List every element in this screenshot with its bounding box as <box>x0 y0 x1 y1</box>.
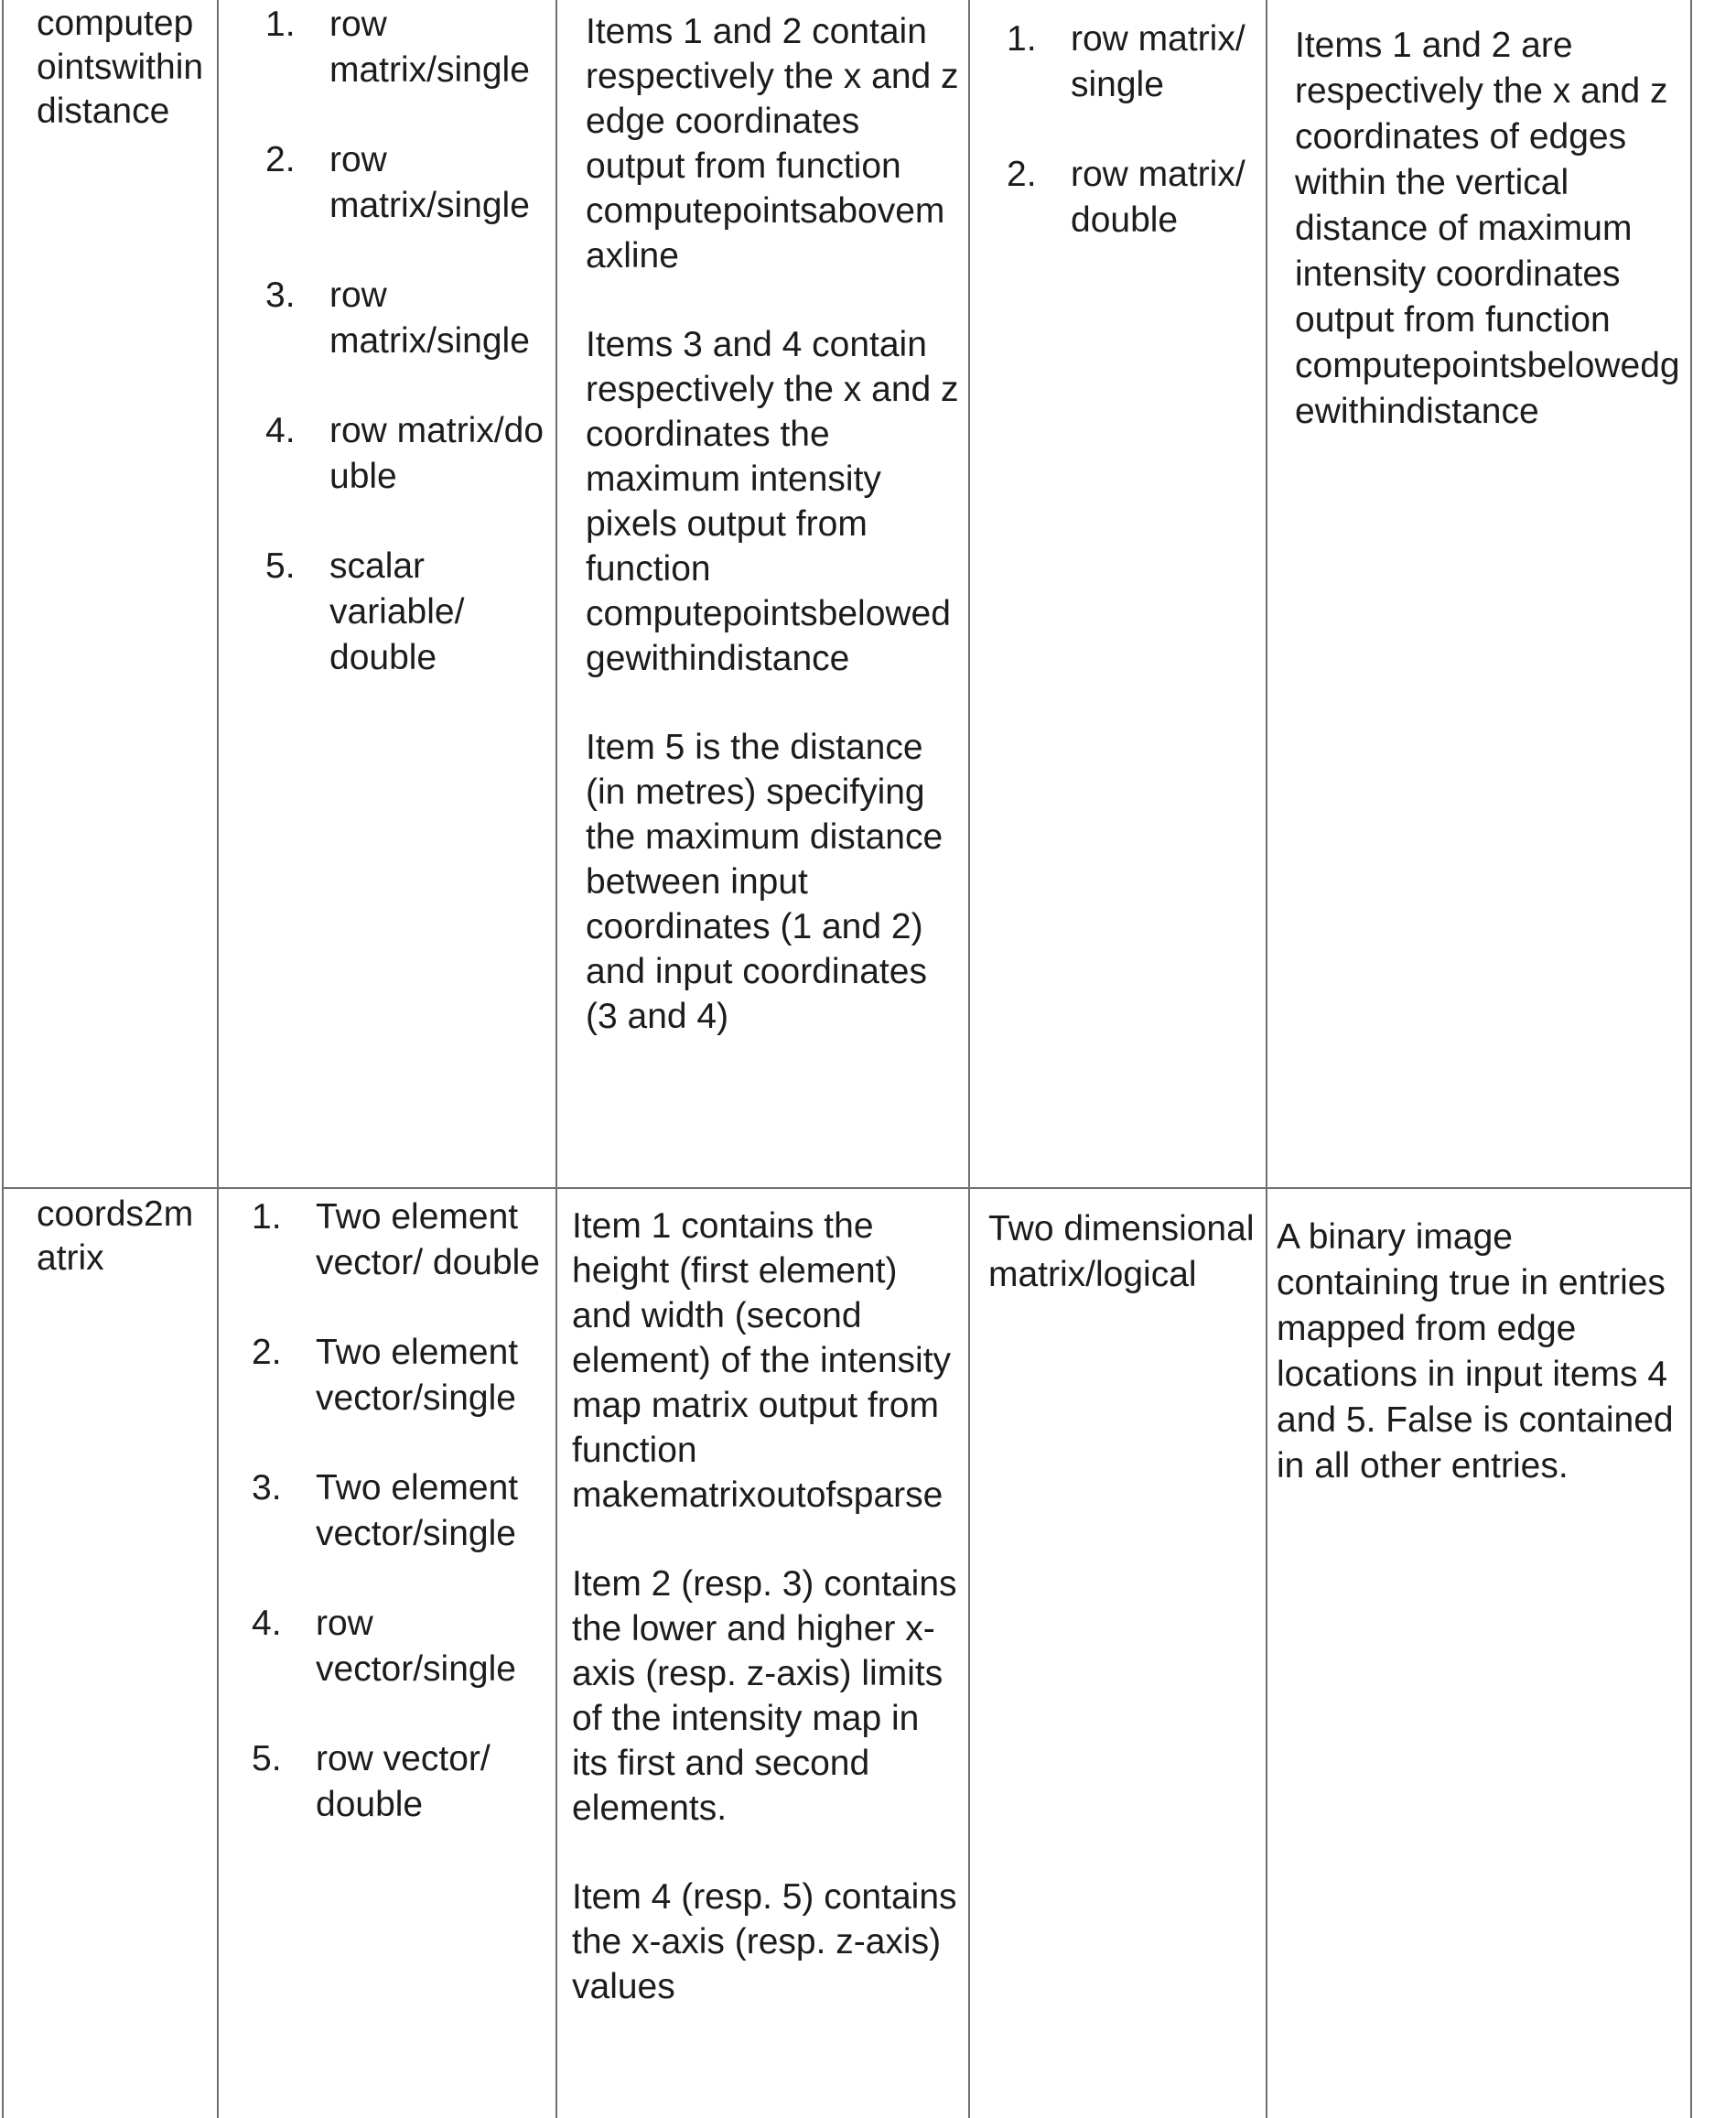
item-type: row matrix/single <box>1071 19 1245 104</box>
function-name: computepointswithindistance <box>37 4 204 131</box>
input-description-cell <box>572 1204 961 2009</box>
function-name-cell <box>37 2 210 134</box>
description-paragraph: Items 1 and 2 contain respectively the x and z edge coordinates output from function computepointsabovemaxline <box>586 12 959 276</box>
item-type: Two element vector/single <box>316 1468 519 1553</box>
list-item <box>1007 152 1263 243</box>
item-number: 5. <box>252 1739 282 1778</box>
item-type: scalar variable/ double <box>329 546 465 677</box>
item-type: row matrix/single <box>329 140 530 225</box>
item-number: 1. <box>1007 19 1037 59</box>
output-types-cell <box>1007 16 1263 243</box>
description-paragraph: Items 1 and 2 are respectively the x and z coordinates of edges within the vertical distance of maximum intensity coordinates output from function computepointsbelowedgewithindistance <box>1295 26 1680 431</box>
item-number: 2. <box>252 1333 282 1372</box>
item-number: 1. <box>252 1197 282 1237</box>
list-item <box>265 2 549 93</box>
column-divider-3 <box>968 0 970 2118</box>
item-type: row matrix/single <box>329 276 530 361</box>
item-number: 4. <box>265 411 296 450</box>
output-type: Two dimensional matrix/logical <box>988 1209 1255 1294</box>
item-number: 5. <box>265 546 296 586</box>
item-type: row matrix/double <box>329 411 545 496</box>
list-item <box>252 1194 549 1286</box>
description-paragraph: Item 5 is the distance (in metres) specifying the maximum distance between input coordinates (1 and 2) and input coordinates (3 and 4) <box>586 728 943 1036</box>
item-number: 2. <box>1007 155 1037 194</box>
item-type: Two element vector/single <box>316 1333 519 1418</box>
item-type: row matrix/double <box>1071 155 1245 240</box>
column-divider-4 <box>1266 0 1267 2118</box>
item-number: 3. <box>252 1468 282 1507</box>
item-type: row matrix/single <box>329 5 530 90</box>
description-paragraph: Items 3 and 4 contain respectively the x and z coordinates the maximum intensity pixels output from function computepointsbelowedgewithindistance <box>586 325 959 678</box>
item-type: row vector/ double <box>316 1739 491 1824</box>
table-border-left <box>2 0 4 2118</box>
function-name: coords2matrix <box>37 1194 194 1278</box>
list-item <box>252 1601 549 1692</box>
function-name-cell <box>37 1193 210 1281</box>
column-divider-2 <box>555 0 557 2118</box>
item-number: 3. <box>265 276 296 315</box>
output-description-cell <box>1295 23 1688 435</box>
list-item <box>265 137 549 229</box>
description-paragraph: A binary image containing true in entries mapped from edge locations in input items 4 and 5. False is contained in all other entries. <box>1277 1217 1674 1486</box>
list-item <box>252 1736 549 1828</box>
row-divider <box>2 1187 1692 1189</box>
list-item <box>265 544 549 681</box>
table-border-right <box>1690 0 1692 2118</box>
description-paragraph: Item 2 (resp. 3) contains the lower and higher x-axis (resp. z-axis) limits of the intensity map in its first and second elements. <box>572 1564 957 1828</box>
input-types-cell <box>265 2 549 681</box>
item-type: Two element vector/ double <box>316 1197 540 1282</box>
item-number: 2. <box>265 140 296 179</box>
list-item <box>252 1465 549 1557</box>
item-type: row vector/single <box>316 1604 516 1689</box>
list-item <box>265 408 549 500</box>
list-item <box>252 1330 549 1421</box>
item-number: 1. <box>265 5 296 44</box>
description-paragraph: Item 4 (resp. 5) contains the x-axis (resp. z-axis) values <box>572 1877 957 2006</box>
output-description-cell <box>1277 1215 1679 1489</box>
list-item <box>1007 16 1263 108</box>
input-description-cell <box>586 9 961 1039</box>
list-item <box>265 273 549 364</box>
column-divider-1 <box>217 0 219 2118</box>
input-types-cell <box>252 1194 549 1828</box>
output-types-cell <box>988 1206 1263 1298</box>
description-paragraph: Item 1 contains the height (first element) and width (second element) of the intensity map matrix output from function makematrixoutofsparse <box>572 1206 952 1515</box>
item-number: 4. <box>252 1604 282 1643</box>
